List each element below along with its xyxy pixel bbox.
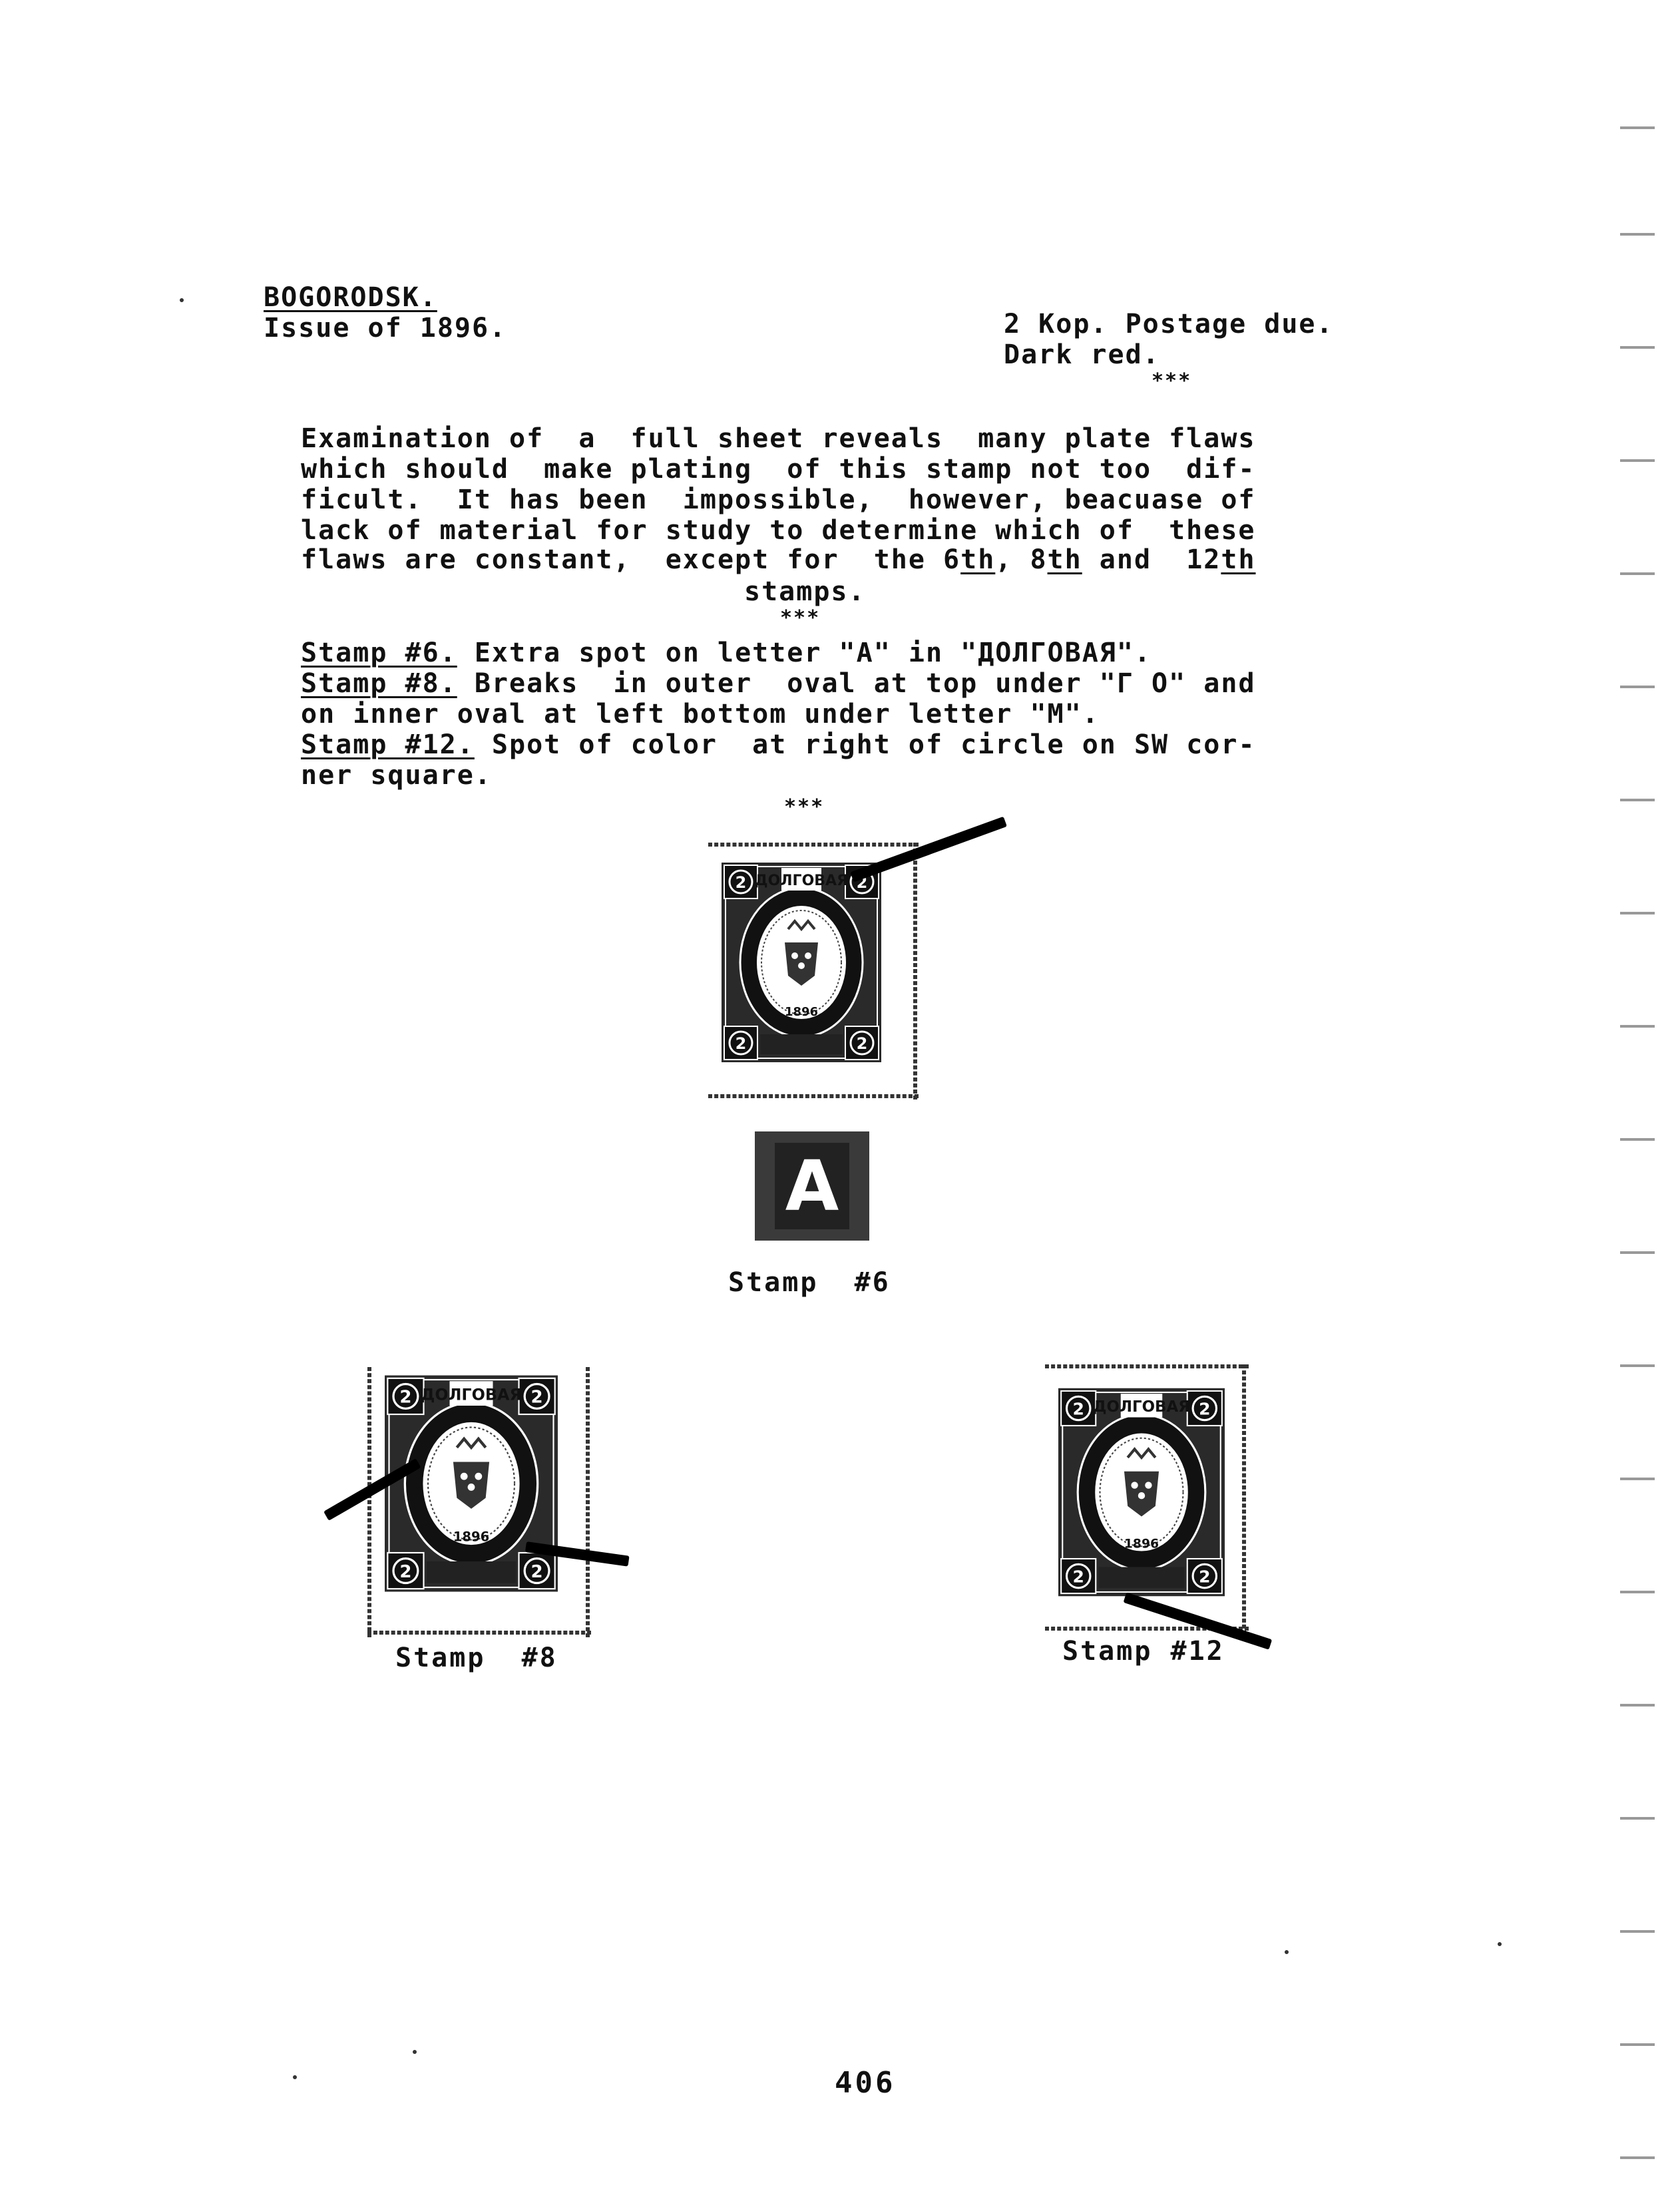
detail-letter-a-inner — [775, 1143, 849, 1229]
note-label: Stamp #12. — [301, 729, 475, 760]
stamp-top-text: ДОЛГОВАЯ — [421, 1385, 522, 1404]
stamp-year: 1896 — [1124, 1537, 1159, 1551]
body-line-4: lack of material for study to determine which of these — [301, 515, 1256, 546]
page-number: 406 — [835, 2066, 896, 2100]
stamp-12-image — [1058, 1387, 1225, 1597]
note-stamp-12 — [301, 729, 1256, 760]
line5-mid1: , 8 — [995, 544, 1048, 575]
issue-line: Issue of 1896. — [264, 313, 507, 343]
body-line-2: which should make plating of this stamp not too dif- — [301, 454, 1256, 485]
ordinal-suffix: th — [1221, 544, 1256, 575]
body-line-1: Examination of a full sheet reveals many plate flaws — [301, 423, 1256, 454]
body-line-6: stamps. — [744, 576, 866, 607]
scan-speck — [1498, 1942, 1502, 1946]
separator-3: *** — [784, 795, 825, 819]
stamp-8-perf-right — [586, 1367, 590, 1637]
margin-mark — [1620, 912, 1655, 914]
stamp-6-perf-right — [913, 843, 917, 1100]
note-stamp-8 — [301, 668, 1256, 699]
color-line: Dark red. — [1004, 339, 1160, 370]
note-text: Spot of color at right of circle on SW cor- — [474, 729, 1256, 760]
place-heading: BOGORODSK. — [264, 282, 437, 313]
stamp-top-text: ДОЛГОВАЯ — [1093, 1398, 1190, 1416]
caption-stamp-8: Stamp #8 — [395, 1643, 558, 1673]
margin-mark — [1620, 1251, 1655, 1254]
scan-speck — [413, 2050, 417, 2054]
caption-stamp-12: Stamp #12 — [1062, 1636, 1225, 1667]
stamp-12-perf-top — [1045, 1364, 1249, 1368]
margin-mark — [1620, 1364, 1655, 1367]
value-line: 2 Kop. Postage due. — [1004, 309, 1334, 339]
flaw-pointer-stamp-6 — [850, 817, 1007, 883]
stamp-8-perf-bottom — [367, 1631, 591, 1635]
stamp-12-perf-right — [1242, 1364, 1246, 1635]
stamp-top-text: ДОЛГОВАЯ — [754, 873, 849, 889]
ordinal-suffix: th — [1047, 544, 1082, 575]
stamp-6-perf-top — [708, 843, 919, 847]
note-label: Stamp #6. — [301, 638, 457, 668]
scan-speck — [293, 2075, 297, 2079]
margin-mark — [1620, 1138, 1655, 1141]
note-stamp-12-cont: ner square. — [301, 760, 492, 791]
stamp-6-image — [722, 863, 881, 1062]
stamp-year: 1896 — [453, 1529, 490, 1545]
note-label: Stamp #8. — [301, 668, 457, 699]
detail-letter: A — [785, 1145, 839, 1227]
margin-mark — [1620, 2156, 1655, 2159]
stamp-6-perf-bottom — [708, 1094, 919, 1098]
margin-mark — [1620, 233, 1655, 236]
stamp-year: 1896 — [784, 1005, 819, 1019]
body-line-5 — [301, 544, 1256, 575]
note-stamp-8-cont: on inner oval at left bottom under letter "M". — [301, 699, 1100, 729]
caption-stamp-6: Stamp #6 — [728, 1267, 891, 1298]
margin-mark — [1620, 1704, 1655, 1706]
margin-mark — [1620, 126, 1655, 129]
margin-mark — [1620, 459, 1655, 462]
body-line-3: ficult. It has been impossible, however, beacuase of — [301, 485, 1256, 515]
margin-mark — [1620, 1591, 1655, 1593]
note-text: Extra spot on letter "A" in "ДОЛГОВАЯ". — [457, 638, 1152, 668]
margin-mark — [1620, 2043, 1655, 2046]
separator-2: *** — [780, 606, 821, 630]
detail-letter-a-box — [755, 1131, 869, 1241]
line5-mid2: and 12 — [1082, 544, 1221, 575]
stamp-8-perf-left — [367, 1367, 371, 1637]
margin-mark — [1620, 1817, 1655, 1820]
margin-mark — [1620, 1025, 1655, 1028]
line5-pre: flaws are constant, except for the 6 — [301, 544, 961, 575]
margin-mark — [1620, 1930, 1655, 1933]
margin-mark — [1620, 799, 1655, 801]
margin-mark — [1620, 572, 1655, 575]
margin-mark — [1620, 686, 1655, 688]
note-stamp-6 — [301, 638, 1152, 668]
scan-speck — [180, 298, 184, 302]
margin-mark — [1620, 1478, 1655, 1480]
separator-1: *** — [1152, 369, 1192, 393]
note-text: Breaks in outer oval at top under "Г О" and — [457, 668, 1256, 699]
stamp-8-image — [385, 1374, 558, 1593]
ordinal-suffix: th — [960, 544, 996, 575]
scan-speck — [1285, 1950, 1289, 1954]
margin-mark — [1620, 346, 1655, 349]
